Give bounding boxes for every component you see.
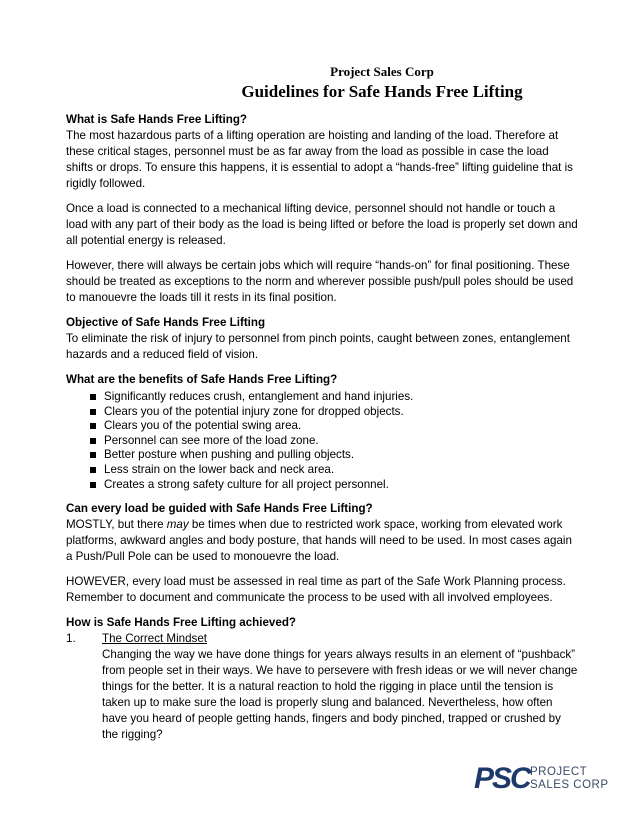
list-item: Better posture when pushing and pulling objects.	[90, 448, 578, 463]
section-what	[66, 112, 578, 192]
bullet-icon	[90, 438, 96, 444]
bullet-icon	[90, 467, 96, 473]
logo-text: PROJECT SALES CORP	[530, 766, 609, 791]
company-name: Project Sales Corp	[330, 64, 434, 79]
list-item: Less strain on the lower back and neck area.	[90, 463, 578, 478]
section-benefits	[66, 372, 578, 388]
step-1	[66, 631, 578, 743]
list-item: Personnel can see more of the load zone.	[90, 434, 578, 449]
bullet-icon	[90, 409, 96, 415]
list-item: Creates a strong safety culture for all project personnel.	[90, 478, 578, 493]
bullet-icon	[90, 423, 96, 429]
bullet-icon	[90, 394, 96, 400]
section-guided: Can every load be guided with Safe Hands Free Lifting? MOSTLY, but there may be times when due to restricted work space, working from elevated work platforms, awkward angles and body posture, that hands will need to be used. In most cases again a Push/Pull Pole can be used to monouevre the load.	[66, 501, 578, 565]
heading-guided: Can every load be guided with Safe Hands Free Lifting?	[66, 502, 373, 516]
step-title: The Correct Mindset	[102, 632, 208, 646]
paragraph-what-1: The most hazardous parts of a lifting operation are hoisting and landing of the load. Therefore at these critical stages, personnel must be as far away from the load as possible in case the load shifts or drops. To ensure this happens, it is essential to adopt a “hands-free” lifting guideline that is rigidly followed.	[66, 129, 573, 190]
heading-benefits: What are the benefits of Safe Hands Free Lifting?	[66, 373, 338, 386]
benefits-list	[66, 390, 578, 492]
section-objective	[66, 315, 578, 363]
paragraph-what-2: Once a load is connected to a mechanical lifting device, personnel should not handle or touch a load with any part of their body as the load is being lifted or before the load is properly set down and all potential energy is released.	[66, 202, 578, 247]
logo-mark: PSC	[474, 762, 530, 795]
heading-achieved: How is Safe Hands Free Lifting achieved?	[66, 616, 296, 630]
list-item: Clears you of the potential injury zone for dropped objects.	[90, 405, 578, 420]
paragraph-objective: To eliminate the risk of injury to personnel from pinch points, caught between zones, entanglement hazards and a reduced field of vision.	[66, 332, 570, 361]
emphasis-may: may	[166, 518, 189, 532]
bullet-icon	[90, 452, 96, 458]
document-page	[66, 64, 578, 743]
document-body	[66, 112, 578, 743]
step-text: Changing the way we have done things for years always results in an element of “pushback” from people set in their ways. We have to persevere with fresh ideas or we will never change things for the better. It is a natural reaction to hold the rigging in place until the tension is taken up to make sure the load is properly slung and balanced. Nevertheless, how often have you heard of people getting hands, fingers and body pinched, trapped or crushed by the rigging?	[102, 648, 578, 742]
page-title: Guidelines for Safe Hands Free Lifting	[241, 82, 523, 101]
step-number: 1.	[66, 632, 76, 646]
heading-objective: Objective of Safe Hands Free Lifting	[66, 316, 266, 329]
paragraph-guided-2: HOWEVER, every load must be assessed in real time as part of the Safe Work Planning process. Remember to document and communicate the process to be used with all involved employees.	[66, 575, 566, 605]
bullet-icon	[90, 482, 96, 488]
list-item: Significantly reduces crush, entanglement and hand injuries.	[90, 390, 578, 405]
paragraph-what-3: However, there will always be certain jobs which will require “hands-on” for final positioning. These should be treated as exceptions to the norm and wherever possible push/pull poles should be used to manouevre the loads till it rests in its final position.	[66, 259, 574, 304]
list-item: Clears you of the potential swing area.	[90, 419, 578, 434]
heading-what: What is Safe Hands Free Lifting?	[66, 113, 248, 126]
section-achieved	[66, 615, 578, 743]
company-logo	[474, 762, 624, 802]
